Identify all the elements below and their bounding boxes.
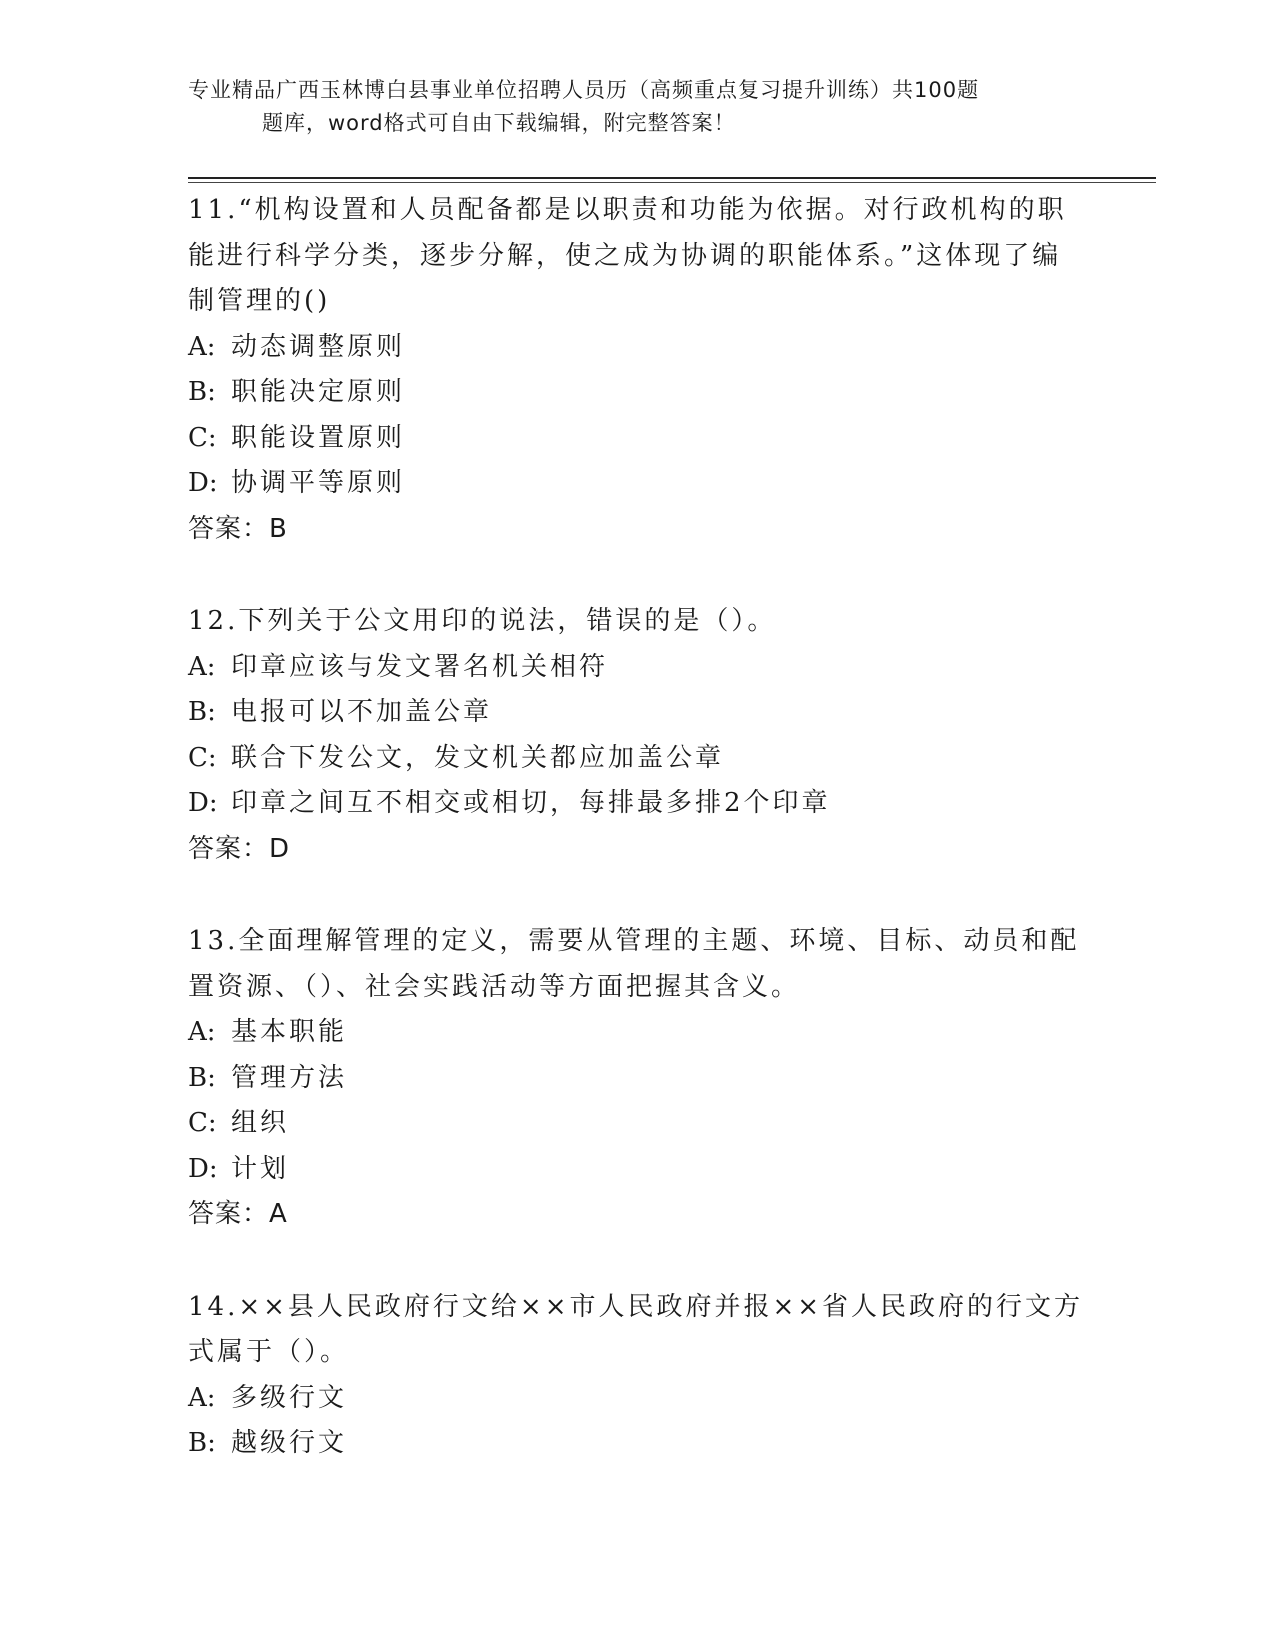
- option-text: 印章之间互不相交或相切，每排最多排2个印章: [231, 788, 831, 818]
- option-a: [188, 1376, 1088, 1422]
- header-divider-thin: [188, 182, 1156, 183]
- option-letter: C:: [188, 742, 217, 773]
- option-b: [188, 690, 1088, 736]
- answer-line: 答案：A: [188, 1199, 288, 1229]
- option-c: [188, 1101, 1088, 1147]
- option-d: [188, 781, 1088, 827]
- option-text: 多级行文: [231, 1382, 348, 1413]
- option-text: 越级行文: [231, 1428, 348, 1458]
- option-d: [188, 461, 1088, 507]
- option-letter: B:: [188, 697, 216, 727]
- header-divider-thick: [188, 177, 1156, 179]
- option-text: 动态调整原则: [231, 331, 406, 362]
- option-text: 管理方法: [231, 1062, 348, 1093]
- option-c: [188, 416, 1088, 462]
- option-a: [188, 645, 1088, 691]
- page-header: [188, 74, 1088, 140]
- option-c: [188, 736, 1088, 782]
- question-stem: 14.××县人民政府行文给××市人民政府并报××省人民政府的行文方式属于（）。: [188, 1291, 1084, 1367]
- question-12: [188, 599, 1088, 872]
- option-letter: B:: [188, 377, 216, 407]
- option-text: 计划: [231, 1153, 290, 1184]
- option-d: [188, 1147, 1088, 1193]
- option-letter: C:: [188, 422, 217, 453]
- option-text: 联合下发公文，发文机关都应加盖公章: [231, 742, 725, 773]
- option-letter: A:: [188, 651, 216, 682]
- header-title-line-1: 专业精品广西玉林博白县事业单位招聘人员历（高频重点复习提升训练）共100题: [188, 78, 980, 102]
- option-b: [188, 1056, 1088, 1102]
- header-title-line-2: 题库，word格式可自由下载编辑，附完整答案！: [262, 111, 736, 135]
- question-11: [188, 188, 1088, 552]
- question-stem: 13.全面理解管理的定义，需要从管理的主题、环境、目标、动员和配置资源、（）、社会实践活动等方面把握其含义。: [188, 926, 1080, 1002]
- option-letter: A:: [188, 331, 216, 362]
- option-letter: A:: [188, 1017, 216, 1047]
- answer-line: 答案：D: [188, 833, 291, 864]
- question-stem: 11.“机构设置和人员配备都是以职责和功能为依据。对行政机构的职能进行科学分类，逐步分解，使之成为协调的职能体系。”这体现了编制管理的(): [188, 195, 1067, 316]
- option-letter: D:: [188, 788, 218, 818]
- option-a: [188, 1010, 1088, 1056]
- option-a: [188, 325, 1088, 371]
- answer-line: 答案：B: [188, 513, 288, 544]
- question-14: [188, 1285, 1088, 1467]
- option-text: 协调平等原则: [231, 468, 406, 498]
- option-text: 基本职能: [231, 1017, 348, 1047]
- question-13: [188, 919, 1088, 1238]
- option-text: 职能设置原则: [231, 422, 406, 453]
- question-stem: 12.下列关于公文用印的说法，错误的是（）。: [188, 606, 777, 636]
- option-letter: B:: [188, 1428, 216, 1458]
- option-b: [188, 370, 1088, 416]
- option-letter: B:: [188, 1062, 216, 1093]
- option-text: 印章应该与发文署名机关相符: [231, 651, 609, 682]
- question-list: [188, 188, 1088, 1514]
- option-letter: C:: [188, 1108, 217, 1138]
- option-letter: D:: [188, 468, 218, 498]
- option-b: [188, 1421, 1088, 1467]
- option-letter: A:: [188, 1382, 216, 1413]
- option-text: 职能决定原则: [231, 377, 406, 407]
- option-letter: D:: [188, 1153, 218, 1184]
- option-text: 电报可以不加盖公章: [231, 697, 493, 727]
- option-text: 组织: [231, 1108, 290, 1138]
